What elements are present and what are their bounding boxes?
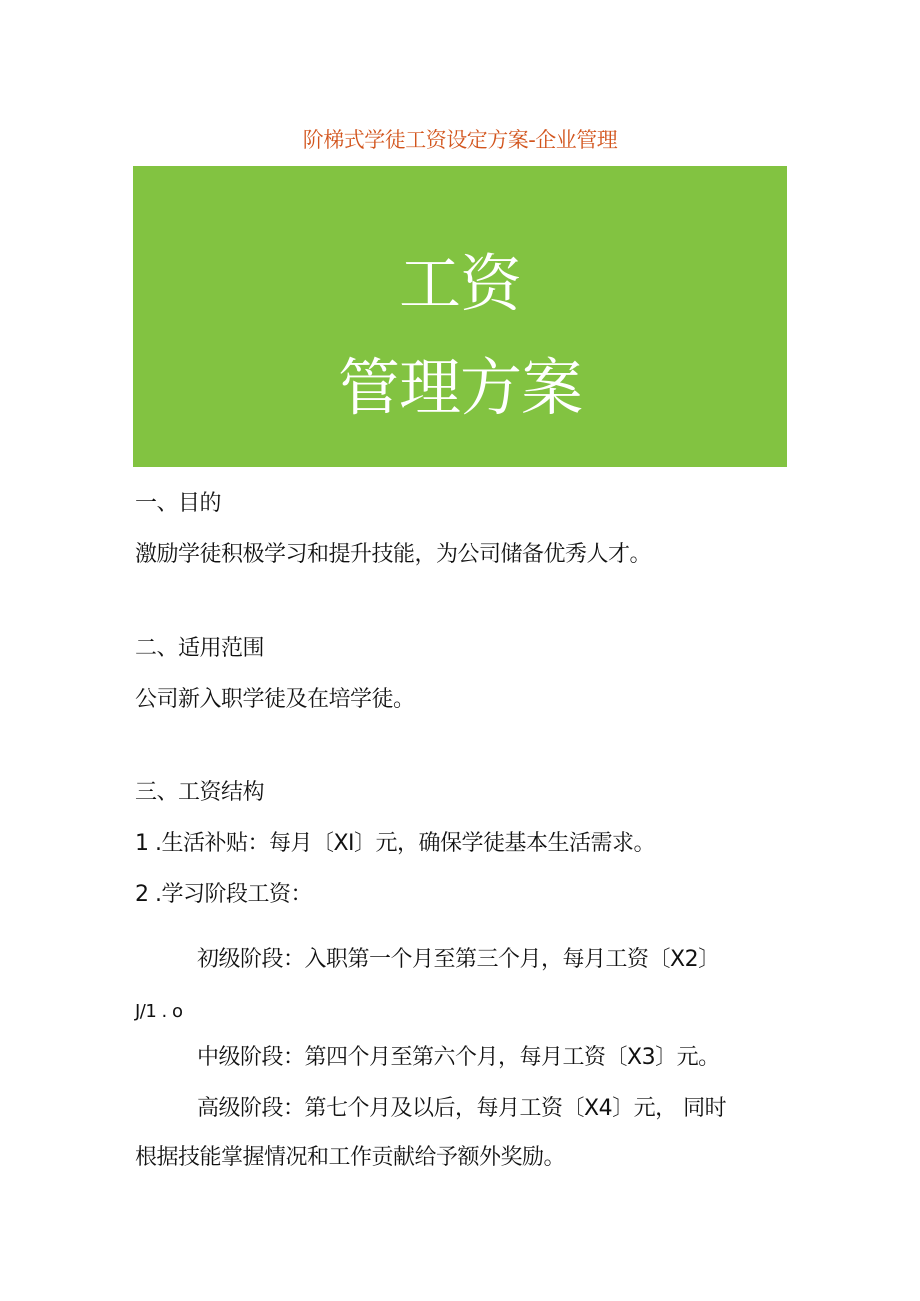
banner-line-2: 管理方案 xyxy=(337,351,582,424)
list-item: 2 .学习阶段工资： xyxy=(135,882,312,907)
stage-paragraph: 高级阶段：第七个月及以后，每月工资〔X4〕元， 同时 xyxy=(197,1096,727,1121)
section-heading-purpose: 一、目的 xyxy=(135,491,222,516)
stage-paragraph-continuation: J/1 . o xyxy=(135,1001,183,1022)
list-item: 1 .生活补贴：每月〔XI〕元，确保学徒基本生活需求。 xyxy=(135,831,656,856)
stage-paragraph-continuation: 根据技能掌握情况和工作贡献给予额外奖励。 xyxy=(135,1145,566,1170)
banner-line-1: 工资 xyxy=(398,247,521,320)
document-title: 阶梯式学徒工资设定方案-企业管理 xyxy=(302,128,618,152)
stage-paragraph: 初级阶段：入职第一个月至第三个月，每月工资〔X2〕 xyxy=(197,947,720,972)
section-paragraph: 激励学徒积极学习和提升技能，为公司储备优秀人才。 xyxy=(135,542,652,567)
section-heading-scope: 二、适用范围 xyxy=(135,636,265,661)
stage-paragraph: 中级阶段：第四个月至第六个月，每月工资〔X3〕元。 xyxy=(197,1045,720,1070)
section-heading-salary-structure: 三、工资结构 xyxy=(135,780,265,805)
section-paragraph: 公司新入职学徒及在培学徒。 xyxy=(135,687,415,712)
